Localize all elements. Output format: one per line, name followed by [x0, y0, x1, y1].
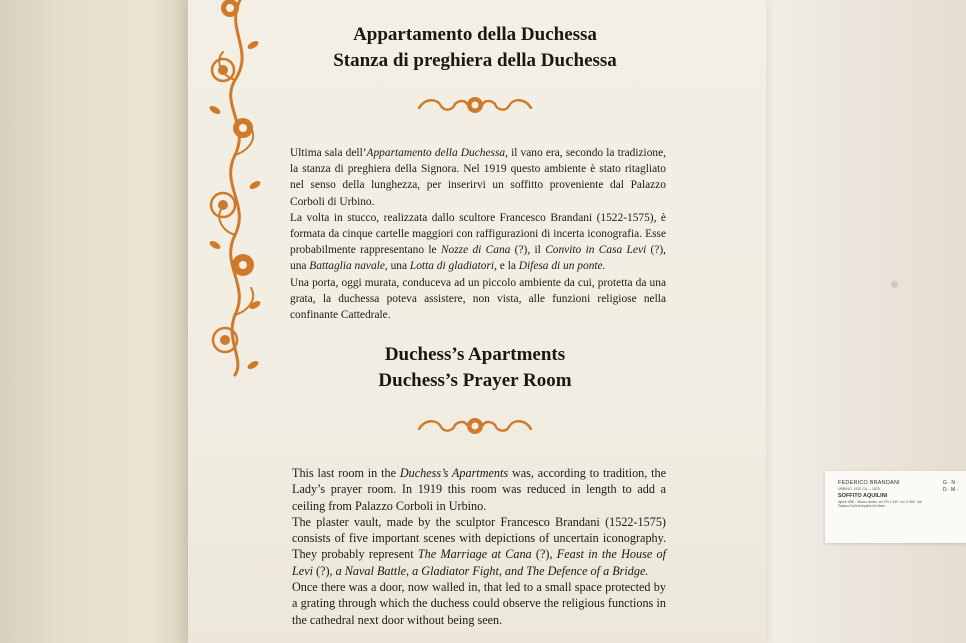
italian-paragraph-1: Ultima sala dell’Appartamento della Duchessa, il vano era, secondo la tradizione, la stanza di preghiera della Signora. Nel 1919 questo ambiente è stato ritagliato nel senso della lunghezza, per inserirvi un soffitto proveniente dal Palazzo Corboli di Urbino. [290, 147, 666, 208]
italian-description [290, 145, 666, 323]
title-en-line2: Duchess’s Prayer Room [378, 370, 572, 391]
italian-paragraph-3: Una porta, oggi murata, conduceva ad un piccolo ambiente da cui, protetta da una grata, la duchessa poteva assistere, non vista, alle funzioni religiose nella confinante Cattedrale. [290, 276, 666, 322]
english-paragraph-2: The plaster vault, made by the sculptor Francesco Brandani (1522-1575) consists of five important scenes with depictions of uncertain iconography. They probably represent The Marriage at Cana (?), Feast in the House of Levi (?), a Naval Battle, a Gladiator Fight, and The Defence of a Bridge. [292, 514, 667, 578]
label-artist: FEDERICO BRANDANI [838, 480, 900, 486]
floral-vine-ornament [205, 0, 270, 380]
english-paragraph-3: Once there was a door, now walled in, that led to a small space protected by a grating through which the duchess could observe the religious functions in the cathedral next door without being seen. [292, 580, 666, 627]
wall-pin [892, 282, 897, 287]
artwork-wall-label [825, 471, 966, 543]
label-title: SOFFITO AQUILINI [838, 493, 888, 499]
label-info: dipinti 1550 · Stucco dorato, cm 570 x 440 · inv. D 360 · dal Palazzo Corboli Aquilini di Urbino [838, 500, 922, 508]
title-it-line1: Appartamento della Duchessa [353, 24, 597, 45]
english-description [292, 465, 666, 628]
ornamental-divider [415, 94, 535, 116]
title-it-line2: Stanza di preghiera della Duchessa [333, 50, 617, 71]
english-paragraph-1: This last room in the Duchess’s Apartments was, according to tradition, the Lady’s prayer room. In 1919 this room was reduced in length to add a ceiling from Palazzo Corboli in Urbino. [292, 466, 667, 513]
wall-right [766, 0, 966, 643]
label-dates: URBINO, 1522 CA. – 1575 [838, 487, 880, 491]
ornamental-divider [415, 415, 535, 437]
label-code-2: D · M · [943, 487, 959, 493]
italian-paragraph-2: La volta in stucco, realizzata dallo scultore Francesco Brandani (1522-1575), è formata da cinque cartelle maggiori con raffigurazioni di incerta iconografia. Esse probabilmente rappresentano le Nozze di Cana (?), il Convito in Casa Levi (?), una Battaglia navale, una Lotta di gladiatori, e la Difesa di un ponte. [290, 211, 666, 273]
label-code-1: G · N · [943, 480, 958, 486]
title-en-line1: Duchess’s Apartments [384, 344, 566, 365]
